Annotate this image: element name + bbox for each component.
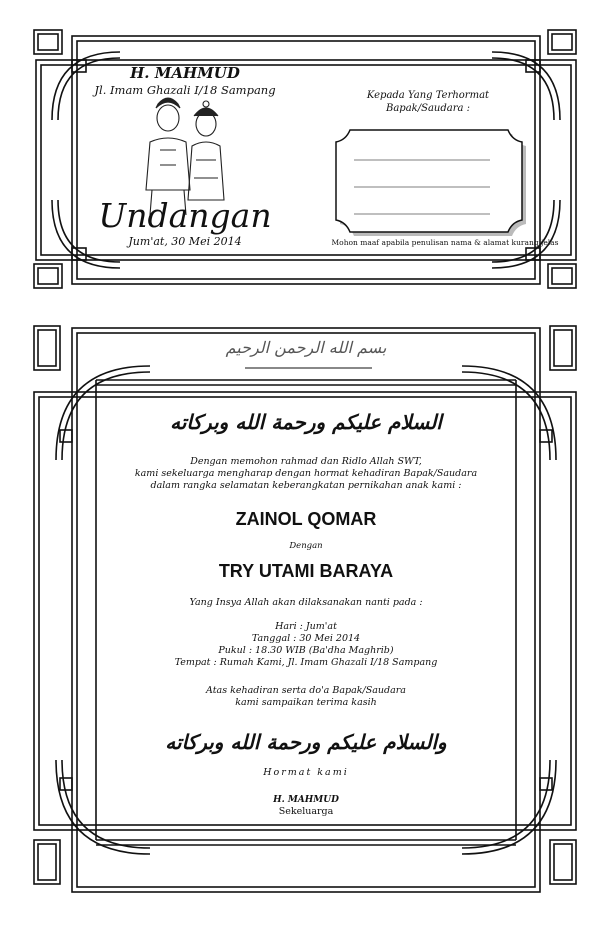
salam-opening-calligraphy: السلام عليكم ورحمة الله وبركاته (170, 410, 442, 434)
regards-text: Hormat kami (263, 767, 349, 778)
recipient-label: Kepada Yang Terhormat (366, 90, 490, 101)
event-date: Tanggal : 30 Mei 2014 (251, 633, 361, 644)
bride-name: TRY UTAMI BARAYA (218, 561, 394, 581)
address-plate (336, 130, 526, 236)
apology-note: Mohon maaf apabila penulisan nama & alamat kurang jelas (331, 238, 559, 247)
intro-line-2: kami sekeluarga mengharap dengan hormat kehadiran Bapak/Saudara (134, 468, 478, 479)
connector-text: Dengan (289, 541, 323, 551)
signer-role: Sekeluarga (278, 806, 334, 817)
recipient-salutation: Bapak/Saudara : (385, 103, 470, 114)
closing-line-1: Atas kehadiran serta do'a Bapak/Saudara (206, 685, 406, 696)
cover-title: Undangan (98, 196, 272, 235)
cover-date: Jum'at, 30 Mei 2014 (128, 235, 242, 248)
signer-name: H. MAHMUD (273, 795, 339, 805)
cover-frame (0, 0, 612, 300)
sender-name: H. MAHMUD (130, 64, 240, 82)
schedule-intro: Yang Insya Allah akan dilaksanakan nanti pada : (189, 597, 423, 608)
event-place: Tempat : Rumah Kami, Jl. Imam Ghazali I/18 Sampang (174, 657, 438, 668)
basmala-calligraphy: بسم الله الرحمن الرحيم (225, 338, 387, 357)
closing-line-2: kami sampaikan terima kasih (235, 697, 377, 708)
event-day: Hari : Jum'at (275, 621, 337, 632)
event-time: Pukul : 18.30 WIB (Ba'dha Maghrib) (218, 645, 394, 656)
intro-line-3: dalam rangka selamatan keberangkatan pernikahan anak kami : (150, 480, 462, 491)
groom-name: ZAINOL QOMAR (235, 509, 377, 529)
intro-line-1: Dengan memohon rahmad dan Ridlo Allah SWT, (190, 456, 422, 467)
sender-address: Jl. Imam Ghazali I/18 Sampang (94, 83, 276, 97)
salam-closing-calligraphy: والسلام عليكم ورحمة الله وبركاته (165, 730, 447, 754)
